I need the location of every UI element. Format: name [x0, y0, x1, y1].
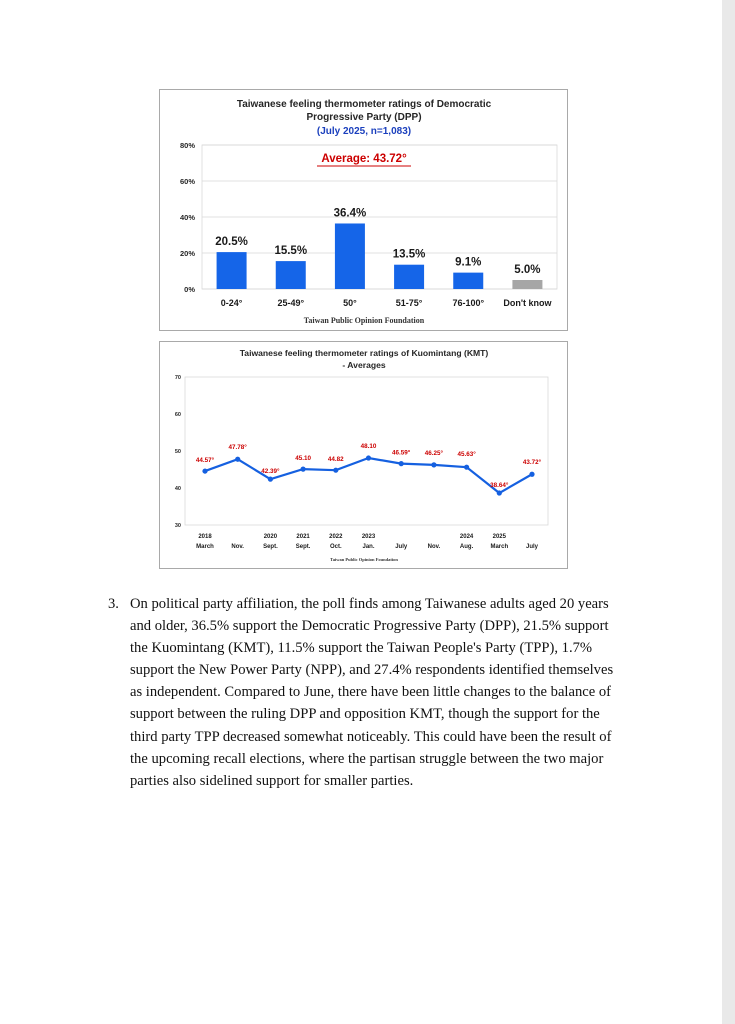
chart2-ytick-label: 70	[174, 375, 181, 381]
chart2-xtick-year: 2022	[329, 534, 343, 540]
chart2-value-label: 46.59°	[392, 449, 411, 457]
chart2-xtick-year: 2020	[263, 534, 278, 540]
chart2-xtick-month: July	[395, 544, 408, 550]
chart1-ytick-label: 20%	[179, 249, 195, 258]
chart2-value-label: 42.39°	[261, 468, 280, 476]
chart1-value-label: 15.5%	[274, 245, 308, 258]
chart2-ytick-label: 30	[174, 523, 181, 529]
chart2-value-label: 44.57°	[195, 457, 215, 465]
chart1-category-label: Don't know	[503, 298, 552, 308]
paragraph-body	[130, 593, 628, 792]
chart2-point	[399, 461, 404, 466]
chart1-category-label: 50°	[343, 298, 357, 308]
chart2-xtick-year: 2021	[296, 534, 310, 540]
chart2-xtick-year: 2018	[198, 534, 212, 540]
chart2-value-label: 38.64°	[490, 482, 509, 490]
kmt-thermometer-chart	[159, 341, 568, 569]
chart2-point	[202, 468, 207, 473]
chart2-value-label: 43.72°	[522, 459, 542, 467]
chart1-bar	[217, 252, 247, 289]
paragraph-line: On political party affiliation, the poll finds among Taiwanese adults aged 20 years	[130, 596, 609, 612]
chart2-ytick-label: 50	[174, 449, 181, 455]
chart2-value-label: 44.82	[327, 456, 344, 464]
chart1-category-label: 51-75°	[395, 298, 423, 308]
chart2-xtick-month: Sept.	[295, 544, 311, 550]
chart2-xtick-month: Sept.	[263, 544, 278, 550]
chart1-bar	[394, 265, 424, 289]
chart1-ytick-label: 0%	[184, 285, 195, 294]
paragraph-line: parties also sidelined support for smaller parties.	[130, 772, 414, 789]
chart1-ytick-label: 60%	[179, 177, 195, 186]
chart2-xtick-month: July	[525, 544, 539, 550]
chart2-xtick-month: March	[196, 544, 214, 550]
chart2-subtitle: - Averages	[342, 360, 386, 370]
chart2-title: Taiwanese feeling thermometer ratings of Kuomintang (KMT)	[239, 348, 489, 358]
chart1-source: Taiwan Public Opinion Foundation	[303, 316, 425, 325]
chart2-value-label: 45.10	[295, 455, 311, 463]
chart1-bar	[276, 261, 306, 289]
chart2-xtick-year: 2024	[459, 534, 474, 540]
chart2-point	[366, 455, 371, 460]
chart2-value-label: 46.25°	[424, 449, 444, 457]
chart2-value-label: 48.10	[360, 443, 377, 451]
chart2-xtick-month: March	[490, 544, 509, 550]
chart1-bar	[512, 280, 542, 289]
chart2-ytick-label: 60	[174, 412, 181, 418]
chart1-bar	[453, 273, 483, 289]
chart2-point	[333, 468, 338, 473]
chart2-xtick-month: Jan.	[362, 544, 375, 550]
chart1-bar	[335, 223, 365, 289]
chart1-value-label: 36.4%	[333, 207, 367, 220]
chart1-ytick-label: 40%	[179, 213, 195, 222]
chart1-average-annotation: Average: 43.72°	[321, 153, 407, 165]
paragraph-line: the Kuomintang (KMT), 11.5% support the Taiwan People's Party (TPP), 1.7%	[130, 640, 593, 657]
chart1-value-label: 9.1%	[455, 256, 482, 269]
chart2-xtick-month: Nov.	[427, 544, 441, 550]
chart2-point	[235, 457, 240, 462]
chart2-xtick-month: Nov.	[231, 544, 244, 550]
paragraph-line: third party TPP decreased somewhat noticeably. This could have been the result of	[130, 728, 612, 745]
chart2-value-label: 47.78°	[228, 444, 247, 452]
chart2-value-label: 45.63°	[457, 451, 476, 459]
chart1-title-line1: Taiwanese feeling thermometer ratings of Democratic	[236, 99, 492, 110]
chart1-category-label: 76-100°	[452, 298, 485, 308]
chart1-ytick-label: 80%	[179, 141, 195, 150]
chart1-value-label: 20.5%	[215, 236, 248, 249]
chart2-point	[301, 467, 306, 472]
chart2-series-line	[205, 458, 532, 493]
chart2-xtick-month: Oct.	[329, 544, 342, 550]
paragraph-line: as independent. Compared to June, there have been little changes to the balance of	[130, 684, 612, 701]
paragraph-line: support between the ruling DPP and opposition KMT, though the support for the	[130, 706, 600, 723]
chart2-ytick-label: 40	[174, 486, 181, 492]
chart2-point	[431, 462, 436, 467]
chart2-xtick-year: 2025	[492, 534, 506, 540]
paragraph-line: and older, 36.5% support the Democratic Progressive Party (DPP), 21.5% support	[130, 618, 609, 635]
chart2-source: Taiwan Public Opinion Foundation	[330, 557, 398, 562]
dpp-thermometer-chart	[159, 89, 568, 331]
chart1-category-label: 0-24°	[220, 298, 243, 308]
paragraph-line: the upcoming recall elections, where the partisan struggle between the two major	[130, 750, 604, 767]
chart1-category-label: 25-49°	[277, 298, 305, 308]
chart1-value-label: 13.5%	[392, 248, 426, 261]
chart2-xtick-month: Aug.	[459, 544, 474, 550]
chart2-point	[268, 477, 273, 482]
chart1-subtitle: (July 2025, n=1,083)	[316, 126, 412, 137]
chart2-point	[529, 472, 534, 477]
chart2-xtick-year: 2023	[361, 534, 376, 540]
chart1-title-line2: Progressive Party (DPP)	[306, 112, 422, 123]
paragraph-line: support the New Power Party (NPP), and 27.4% respondents identified themselves	[130, 662, 614, 679]
paragraph-number: 3.	[108, 596, 119, 612]
chart2-point	[497, 490, 502, 495]
chart1-value-label: 5.0%	[514, 264, 541, 276]
chart2-point	[464, 465, 469, 470]
